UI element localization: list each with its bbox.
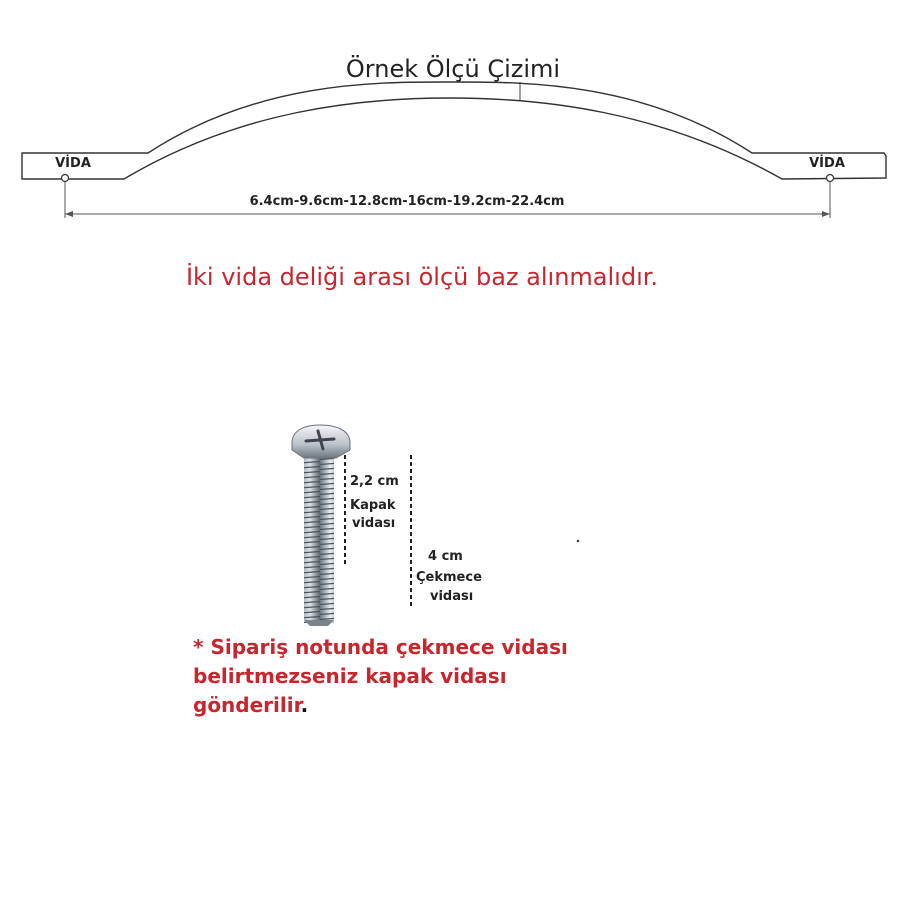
left-screw-label: VİDA [55,156,91,171]
long-screw-name-1: Çekmece [416,570,482,585]
dimension-sizes: 6.4cm-9.6cm-12.8cm-16cm-19.2cm-22.4cm [249,194,565,209]
stray-dot [577,540,579,542]
long-screw-length: 4 cm [428,549,463,564]
note-star: * [193,635,204,659]
long-screw-name-2: vidası [430,589,474,604]
order-note [193,633,593,720]
instruction-text: İki vida deliği arası ölçü baz alınmalıdır. [185,263,659,291]
short-screw-length: 2,2 cm [350,474,399,489]
left-screw-hole-icon [62,175,69,182]
short-screw-name-1: Kapak [350,498,396,513]
diagram-title: Örnek Ölçü Çizimi [345,55,561,83]
handle-outline [22,82,886,179]
note-period: . [300,693,309,717]
dimension-arrow-left-icon [65,211,73,217]
dimension-arrow-right-icon [822,211,830,217]
note-text: Sipariş notunda çekmece vidası belirtmezseniz kapak vidası gönderilir [193,635,568,717]
right-screw-hole-icon [827,175,834,182]
right-screw-label: VİDA [809,156,845,171]
short-screw-name-2: vidası [352,516,396,531]
screw-icon [292,425,350,626]
